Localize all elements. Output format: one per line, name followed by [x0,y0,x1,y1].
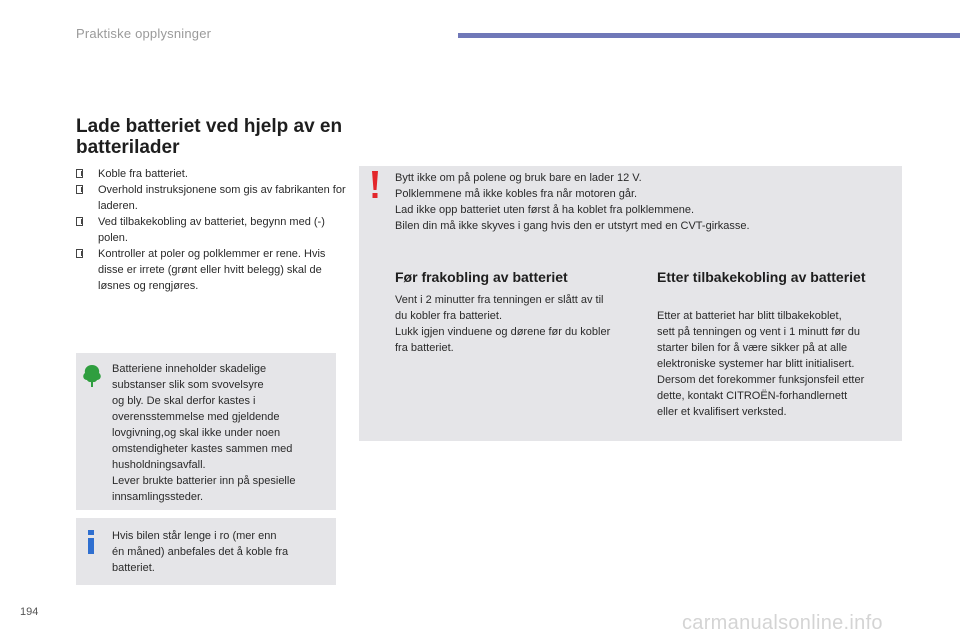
header-section-title: Praktiske opplysninger [76,26,212,41]
list-item: Koble fra batteriet. [76,166,346,182]
after-reconnect-title: Etter tilbakekobling av batteriet [657,269,866,285]
eco-note-panel [76,353,336,510]
info-note-text: Hvis bilen står lenge i ro (mer enn én måned) anbefales det å koble fra batteriet. [112,530,289,574]
steps-list [76,166,346,294]
checkbox-bullet-icon [76,217,83,226]
before-disconnect-text: Vent i 2 minutter fra tenningen er slått av til du kobler fra batteriet. Lukk igjen vinduene og dørene før du kobler fra batteriet. [395,294,611,354]
page-title: Lade batteriet ved hjelp av en batterilader [76,116,343,158]
after-reconnect-text: Etter at batteriet har blitt tilbakekoblet, sett på tenningen og vent i 1 minutt før du starter bilen for å være sikker på at alle elektroniske systemer har blitt initialisert. Dersom det forekommer funksjonsfeil etter dette, kontakt CITROËN-forhandlernett eller et kvalifisert verksted. [657,310,865,418]
warning-text: Bytt ikke om på polene og bruk bare en lader 12 V. Polklemmene må ikke kobles fra når motoren går. Lad ikke opp batteriet uten først å ha koblet fra polklemmene. Bilen din må ikke skyves i gang hvis den er utstyrt med en CVT-girkasse. [395,172,750,232]
info-note-panel [76,518,336,585]
checkbox-bullet-icon [76,185,83,194]
list-item: Ved tilbakekobling av batteriet, begynn med (-) polen. [76,214,346,246]
eco-note-text: Batteriene inneholder skadelige substanser slik som svovelsyre og bly. De skal derfor kastes i overensstemmelse med gjeldende lovgivning,og skal ikke under noen omstendigheter kastes sammen med husholdningsavfall. Lever brukte batterier inn på spesielle innsamlingssteder. [112,363,296,503]
list-item: Overhold instruksjonene som gis av fabrikanten for laderen. [76,182,346,214]
header-accent-bar [458,33,960,38]
page-number: 194 [20,606,39,618]
info-icon [86,530,96,554]
exclamation-icon [370,171,380,199]
watermark: carmanualsonline.info [682,612,883,634]
leaf-icon [82,364,102,388]
checkbox-bullet-icon [76,249,83,258]
warning-panel [359,166,902,441]
before-disconnect-title: Før frakobling av batteriet [395,269,568,285]
checkbox-bullet-icon [76,169,83,178]
list-item: Kontroller at poler og polklemmer er rene. Hvis disse er irrete (grønt eller hvitt belegg) skal de løsnes og rengjøres. [76,246,346,294]
